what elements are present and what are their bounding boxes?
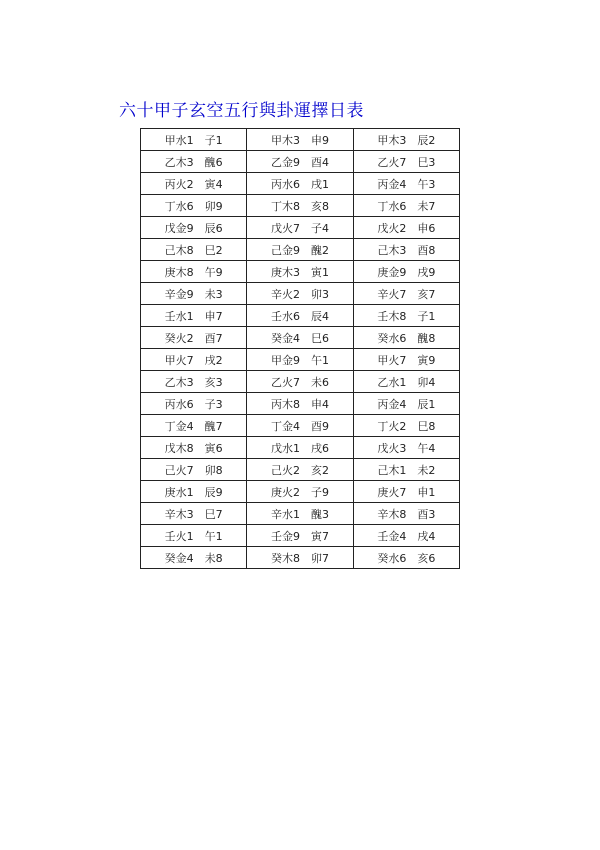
table-cell: [247, 129, 353, 151]
table-row: [141, 525, 460, 547]
cell-text: 辛火2 卯3: [270, 287, 329, 301]
table-cell: [247, 415, 353, 437]
table-cell: [141, 151, 247, 173]
page-title: 六十甲子玄空五行與卦運擇日表: [119, 101, 364, 121]
cell-text: 乙木3 亥3: [164, 375, 223, 389]
table-cell: [247, 151, 353, 173]
table-row: [141, 173, 460, 195]
cell-text: 壬水6 辰4: [270, 309, 329, 323]
table-cell: [353, 129, 459, 151]
cell-text: 戊火2 申6: [377, 221, 436, 235]
cell-text: 癸火2 酉7: [164, 331, 223, 345]
cell-text: 辛木3 巳7: [164, 507, 223, 521]
table-row: [141, 305, 460, 327]
table-cell: [141, 349, 247, 371]
table-row: [141, 129, 460, 151]
cell-text: 己金9 醜2: [270, 243, 329, 257]
cell-text: 乙火7 未6: [270, 375, 329, 389]
cell-text: 丁金4 酉9: [270, 419, 329, 433]
table-cell: [141, 173, 247, 195]
table-row: [141, 261, 460, 283]
cell-text: 丁水6 未7: [377, 199, 436, 213]
cell-text: 癸金4 巳6: [270, 331, 329, 345]
table-cell: [247, 459, 353, 481]
cell-text: 辛金9 未3: [164, 287, 223, 301]
table-cell: [353, 305, 459, 327]
cell-text: 戊火7 子4: [270, 221, 329, 235]
table-cell: [247, 261, 353, 283]
table-row: [141, 437, 460, 459]
cell-text: 乙金9 酉4: [270, 155, 329, 169]
cell-text: 庚金9 戌9: [377, 265, 436, 279]
table-row: [141, 393, 460, 415]
cell-text: 甲木3 辰2: [377, 133, 436, 147]
cell-text: 甲木3 申9: [270, 133, 329, 147]
table-cell: [141, 129, 247, 151]
table-row: [141, 151, 460, 173]
cell-text: 甲火7 寅9: [377, 353, 436, 367]
table-row: [141, 503, 460, 525]
table-row: [141, 195, 460, 217]
cell-text: 乙水1 卯4: [377, 375, 436, 389]
table-cell: [141, 437, 247, 459]
table-row: [141, 371, 460, 393]
table-cell: [353, 525, 459, 547]
table-row: [141, 547, 460, 569]
table-cell: [353, 459, 459, 481]
cell-text: 己木3 酉8: [377, 243, 436, 257]
cell-text: 癸水6 亥6: [377, 551, 436, 565]
table-cell: [353, 503, 459, 525]
cell-text: 辛木8 酉3: [377, 507, 436, 521]
table-cell: [247, 217, 353, 239]
cell-text: 戊水1 戌6: [270, 441, 329, 455]
cell-text: 庚火7 申1: [377, 485, 436, 499]
table-cell: [247, 547, 353, 569]
cell-text: 丙木8 申4: [270, 397, 329, 411]
table-cell: [141, 283, 247, 305]
ganzhi-table: [140, 128, 460, 569]
cell-text: 丙金4 辰1: [377, 397, 436, 411]
cell-text: 丁金4 醜7: [164, 419, 223, 433]
table-cell: [247, 525, 353, 547]
cell-text: 甲金9 午1: [270, 353, 329, 367]
table-cell: [353, 371, 459, 393]
table-cell: [353, 393, 459, 415]
cell-text: 壬火1 午1: [164, 529, 223, 543]
cell-text: 甲水1 子1: [164, 133, 223, 147]
cell-text: 丙火2 寅4: [164, 177, 223, 191]
table-cell: [353, 547, 459, 569]
table-cell: [247, 437, 353, 459]
table-cell: [141, 503, 247, 525]
cell-text: 己火2 亥2: [270, 463, 329, 477]
table-cell: [141, 261, 247, 283]
table-cell: [353, 349, 459, 371]
cell-text: 丙金4 午3: [377, 177, 436, 191]
cell-text: 壬金4 戌4: [377, 529, 436, 543]
cell-text: 庚木8 午9: [164, 265, 223, 279]
cell-text: 己木8 巳2: [164, 243, 223, 257]
table-row: [141, 415, 460, 437]
cell-text: 戊火3 午4: [377, 441, 436, 455]
cell-text: 庚火2 子9: [270, 485, 329, 499]
table-cell: [247, 327, 353, 349]
cell-text: 戊金9 辰6: [164, 221, 223, 235]
table-row: [141, 327, 460, 349]
cell-text: 癸金4 未8: [164, 551, 223, 565]
cell-text: 庚木3 寅1: [270, 265, 329, 279]
table-row: [141, 283, 460, 305]
table-cell: [247, 371, 353, 393]
cell-text: 癸木8 卯7: [270, 551, 329, 565]
cell-text: 癸水6 醜8: [377, 331, 436, 345]
table-cell: [353, 173, 459, 195]
table-cell: [247, 239, 353, 261]
table-cell: [141, 327, 247, 349]
cell-text: 壬木8 子1: [377, 309, 436, 323]
table-cell: [141, 547, 247, 569]
table-cell: [247, 481, 353, 503]
cell-text: 辛水1 醜3: [270, 507, 329, 521]
table-cell: [247, 349, 353, 371]
table-cell: [141, 481, 247, 503]
cell-text: 壬金9 寅7: [270, 529, 329, 543]
table-cell: [141, 415, 247, 437]
cell-text: 己木1 未2: [377, 463, 436, 477]
table-cell: [141, 393, 247, 415]
table-cell: [353, 283, 459, 305]
cell-text: 己火7 卯8: [164, 463, 223, 477]
table-cell: [247, 503, 353, 525]
table-row: [141, 349, 460, 371]
table-cell: [141, 459, 247, 481]
table-row: [141, 239, 460, 261]
table-cell: [141, 371, 247, 393]
cell-text: 甲火7 戌2: [164, 353, 223, 367]
cell-text: 丙水6 子3: [164, 397, 223, 411]
table-cell: [353, 327, 459, 349]
table-body: [141, 129, 460, 569]
table-cell: [353, 261, 459, 283]
table-cell: [353, 239, 459, 261]
table-cell: [247, 173, 353, 195]
table-cell: [247, 283, 353, 305]
cell-text: 丙水6 戌1: [270, 177, 329, 191]
table-cell: [141, 195, 247, 217]
cell-text: 戊木8 寅6: [164, 441, 223, 455]
table-cell: [353, 217, 459, 239]
cell-text: 乙火7 巳3: [377, 155, 436, 169]
table-cell: [141, 217, 247, 239]
table-cell: [247, 393, 353, 415]
cell-text: 丁木8 亥8: [270, 199, 329, 213]
table-cell: [353, 195, 459, 217]
table-cell: [353, 415, 459, 437]
table-cell: [141, 305, 247, 327]
table-row: [141, 217, 460, 239]
cell-text: 乙木3 醜6: [164, 155, 223, 169]
table-cell: [353, 437, 459, 459]
cell-text: 丁火2 巳8: [377, 419, 436, 433]
table-cell: [247, 305, 353, 327]
cell-text: 辛火7 亥7: [377, 287, 436, 301]
table-cell: [353, 151, 459, 173]
cell-text: 庚水1 辰9: [164, 485, 223, 499]
table-row: [141, 481, 460, 503]
table-cell: [353, 481, 459, 503]
table-cell: [141, 525, 247, 547]
table-cell: [247, 195, 353, 217]
table-row: [141, 459, 460, 481]
table-cell: [141, 239, 247, 261]
cell-text: 丁水6 卯9: [164, 199, 223, 213]
cell-text: 壬水1 申7: [164, 309, 223, 323]
